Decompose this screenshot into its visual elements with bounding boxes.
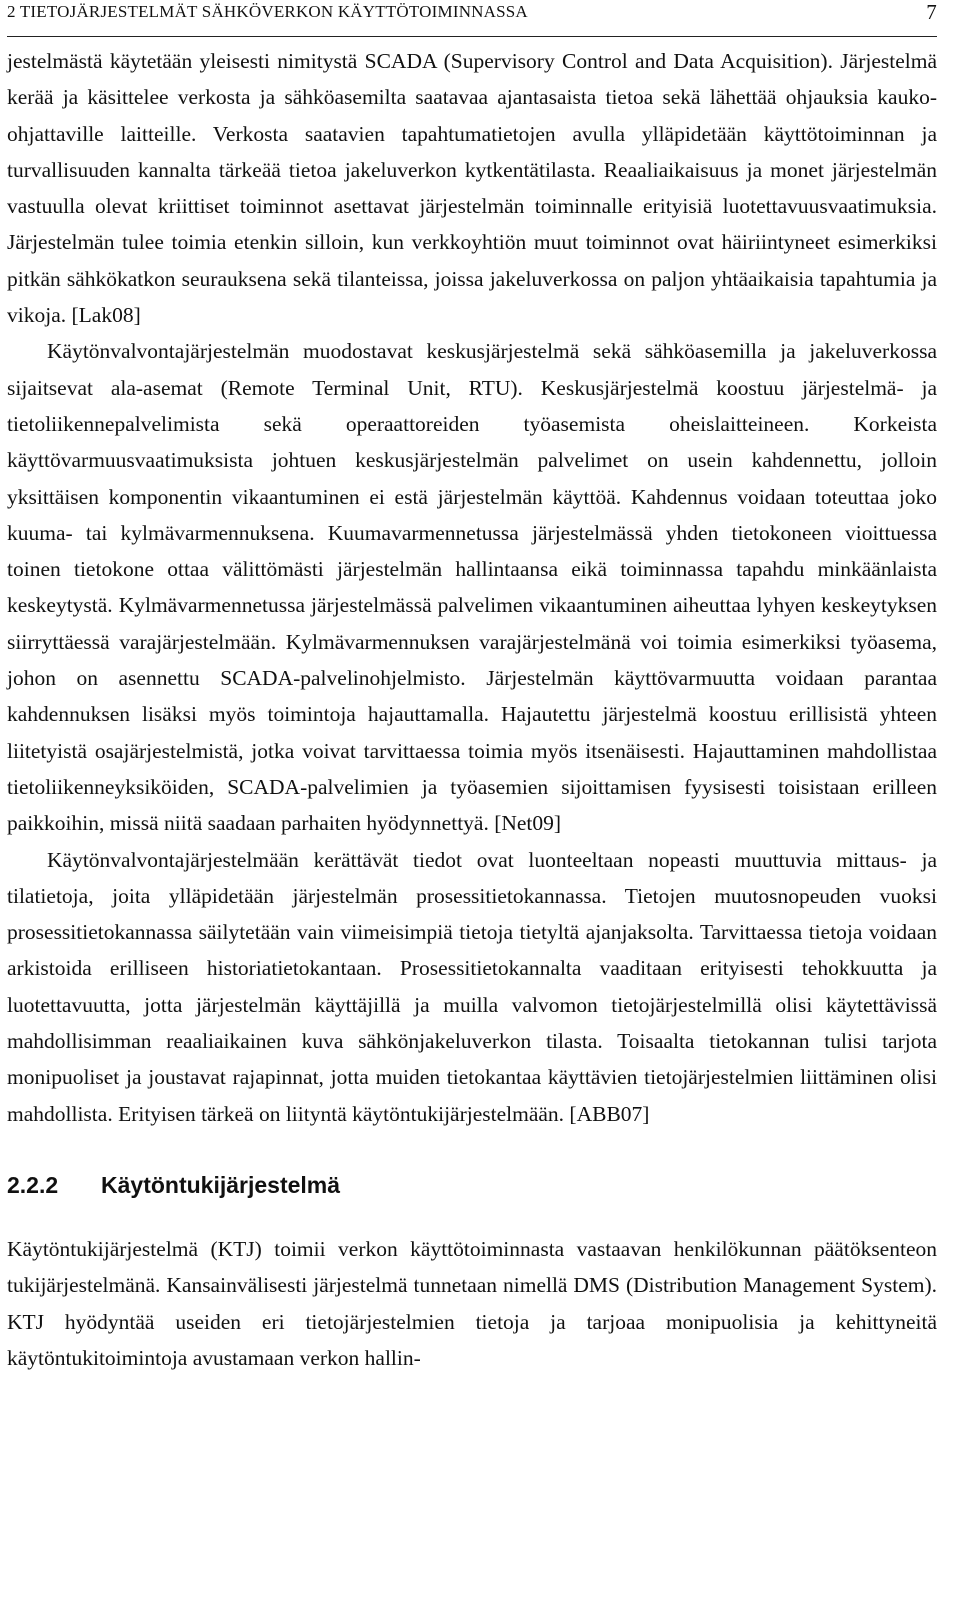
paragraph-database: Käytönvalvontajärjestelmään kerättävät tiedot ovat luonteeltaan nopeasti muuttuvia mittaus- ja tilatietoja, joita ylläpidetään järjestelmän prosessitietokannassa. Tietojen muutosnopeuden vuoksi prosessitietokannassa säilytetään vain viimeisimpiä tietoja tietyltä ajanjaksolta. Tarvittaessa tietoja voidaan arkistoida erilliseen historiatietokantaan. Prosessitietokannalta vaaditaan erityisesti tehokkuutta ja luotettavuutta, jotta järjestelmän käyttäjillä ja muilla valvomon tietojärjestelmillä olisi käytettävissä mahdollisimman reaaliaikainen kuva sähkönjakeluverkon tilasta. Toisaalta tietokannan tulisi tarjota monipuoliset ja joustavat rajapinnat, jotta muiden tietokantaa käyttävien tietojärjestelmien liittäminen olisi mahdollista. Erityisen tärkeä on liityntä käytöntukijärjestelmään. [ABB07] xyxy=(7,847,937,1126)
paragraph-structure: Käytönvalvontajärjestelmän muodostavat keskusjärjestelmä sekä sähköasemilla ja jakeluverkossa sijaitsevat ala-asemat (Remote Terminal Unit, RTU). Keskusjärjestelmä koostuu järjestelmä- ja tietoliikennepalvelimista sekä operaattoreiden työasemista oheislaitteineen. Korkeista käyttövarmuusvaatimuksista johtuen keskusjärjestelmän palvelimet on usein kahdennettu, jolloin yksittäisen komponentin vikaantuminen ei estä järjestelmän käyttöä. Kahdennus voidaan toteuttaa joko kuuma- tai kylmävarmennuksena. Kuumavarmennetussa järjestelmässä yhden tietokoneen vioittuessa toinen tietokone ottaa välittömästi järjestelmän hallintaansa eikä toiminnassa tapahdu minkäänlaista keskeytystä. Kylmävarmennetussa järjestelmässä palvelimen vikaantuminen aiheuttaa lyhyen keskeytyksen siirryttäessä varajärjestelmään. Kylmävarmennuksen varajärjestelmänä voi toimia esimerkiksi työasema, johon on asennettu SCADA-palvelinohjelmisto. Järjestelmän käyttövarmuutta voidaan parantaa kahdennuksen lisäksi myös toimintoja hajauttamalla. Hajautettu järjestelmä koostuu erillisistä yhteen liitetyistä osajärjestelmistä, jotka voivat tarvittaessa toimia myös itsenäisesti. Hajauttaminen mahdollistaa tietoliikenneyksiköiden, SCADA-palvelimien ja työasemien sijoittamisen fyysisesti toisistaan erilleen paikkoihin, missä niitä saadaan parhaiten hyödynnettyä. [Net09] xyxy=(7,339,937,836)
paragraph-ktj: Käytöntukijärjestelmä (KTJ) toimii verkon käyttötoiminnasta vastaavan henkilökunnan päätöksenteon tukijärjestelmänä. Kansainvälisesti järjestelmä tunnetaan nimellä DMS (Distribution Management System). KTJ hyödyntää useiden eri tietojärjestelmien tietoja ja tarjoaa monipuolisia ja kehittyneitä käytöntukitoimintoja avustamaan verkon hallin- xyxy=(7,1236,937,1370)
section-title: Käytöntukijärjestelmä xyxy=(101,1171,341,1198)
paragraph-scada: jestelmästä käytetään yleisesti nimitystä SCADA (Supervisory Control and Data Acquisition). Järjestelmä kerää ja käsittelee verkosta ja sähköasemilta saatavaa ajantasaista tietoa sekä lähettää ohjauksia kauko-ohjattaville laitteille. Verkosta saatavien tapahtumatietojen avulla ylläpidetään käyttötoiminnan ja turvallisuuden kannalta tärkeää tietoa jakeluverkon kytkentätilasta. Reaaliaikaisuus ja monet järjestelmän vastuulla olevat kriittiset toiminnot asettavat järjestelmän toiminnalle erityisiä luotettavuusvaatimuksia. Järjestelmän tulee toimia etenkin silloin, kun verkkoyhtiön muut toiminnot ovat häiriintyneet esimerkiksi pitkän sähkökatkon seurauksena sekä tilanteissa, joissa jakeluverkossa on paljon yhtäaikaisia tapahtumia ja vikoja. [Lak08] xyxy=(7,49,937,328)
body-text xyxy=(7,43,937,1376)
section-heading xyxy=(7,1172,937,1199)
page-number: 7 xyxy=(926,0,937,24)
document-page xyxy=(7,0,937,1376)
chapter-title: 2 TIETOJÄRJESTELMÄT SÄHKÖVERKON KÄYTTÖTOIMINNASSA xyxy=(7,2,528,21)
section-number: 2.2.2 xyxy=(7,1171,59,1198)
running-header xyxy=(7,0,937,37)
